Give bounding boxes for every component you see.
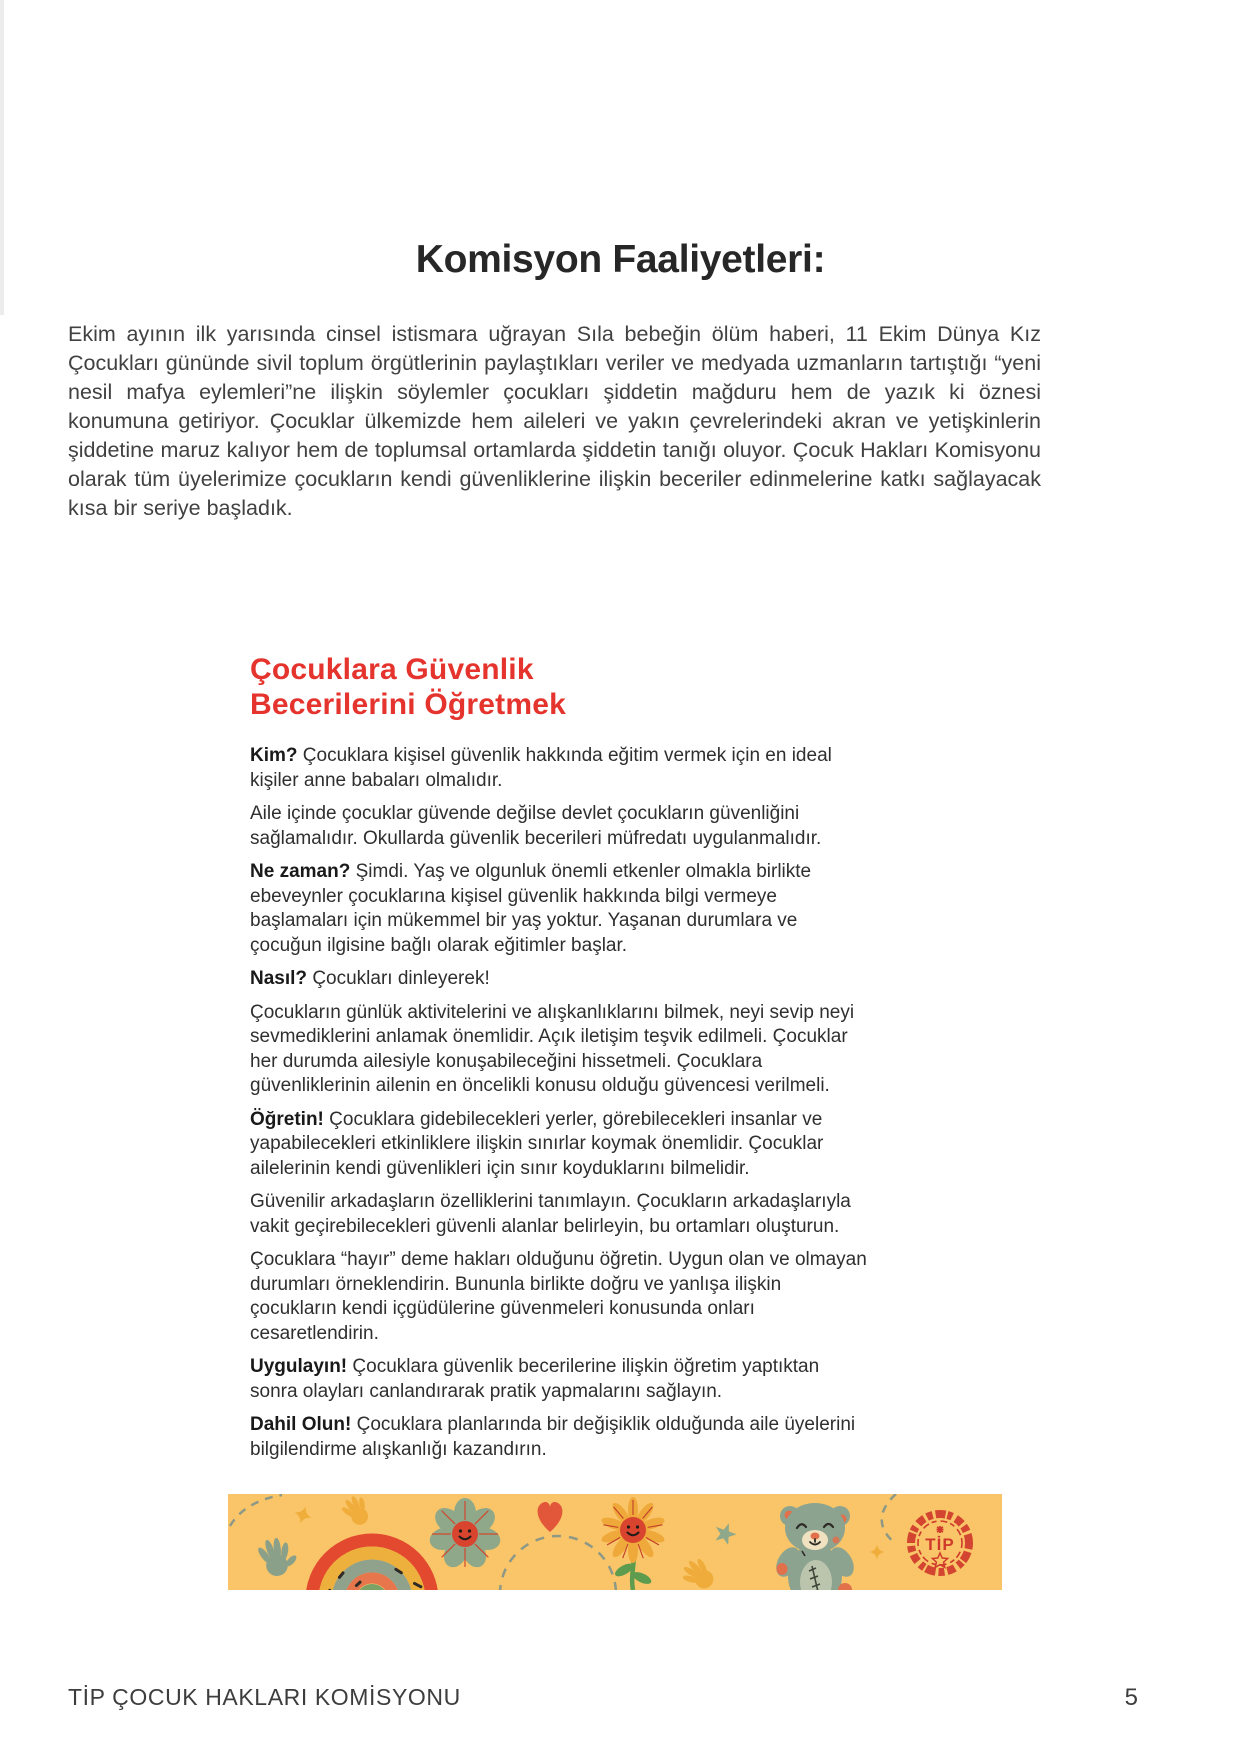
section-paragraph: Uygulayın! Çocuklara güvenlik becerilerine ilişkin öğretim yaptıktan sonra olayları canlandırarak pratik yapmalarını sağlayın. (250, 1356, 820, 1402)
page-footer (68, 1684, 1138, 1712)
tip-logo-text: TİP (925, 1535, 955, 1554)
section-paragraph: Dahil Olun! Çocuklara planlarında bir değişiklik olduğunda aile üyelerini bilgilendirme alışkanlığı kazandırın. (250, 1414, 856, 1460)
paragraph-lead: Dahil Olun! (250, 1414, 357, 1435)
footer-commission-name: TİP ÇOCUK HAKLARI KOMİSYONU (68, 1684, 461, 1710)
stamp-asterisk-icon (937, 1526, 944, 1533)
section-heading-line1: Çocuklara Güvenlik (250, 653, 534, 686)
section-paragraph: Aile içinde çocuklar güvende değilse devlet çocukların güvenliğini sağlamalıdır. Okullarda güvenlik becerileri müfredatı uygulanmalıdır. (250, 803, 822, 849)
page-title: Komisyon Faaliyetleri: (415, 238, 826, 281)
section-paragraph: Kim? Çocuklara kişisel güvenlik hakkında eğitim vermek için en ideal kişiler anne babaları olmalıdır. (250, 745, 832, 791)
intro-paragraph: Ekim ayının ilk yarısında cinsel istismara uğrayan Sıla bebeğin ölüm haberi, 11 Ekim Dünya Kız Çocukları gününde sivil toplum örgütlerinin paylaştıkları veriler ve medyada uzmanların tartıştığı “yeni nesil mafya eylemleri”ne ilişkin söylemler çocukları şiddetin mağduru hem de yazık ki öznesi konumuna getiriyor. Çocuklar ülkemizde hem aileleri ve yakın çevrelerindeki akran ve yetişkinlerin şiddetine maruz kalıyor hem de toplumsal ortamlarda şiddetin tanığı oluyor. Çocuk Hakları Komisyonu olarak tüm üyelerimize çocukların kendi güvenliklerine ilişkin beceriler edinmelerine katkı sağlayacak kısa bir seriye başladık. (68, 322, 1041, 520)
section-paragraph: Güvenilir arkadaşların özelliklerini tanımlayın. Çocukların arkadaşlarıyla vakit geçirebilecekleri güvenli alanlar belirleyin, bu ortamları oluşturun. (250, 1191, 851, 1237)
decorative-banner (228, 1494, 1002, 1590)
paragraph-lead: Kim? (250, 745, 303, 766)
section-heading (250, 652, 867, 722)
section-paragraph: Nasıl? Çocukları dinleyerek! (250, 968, 490, 989)
section-paragraph: Öğretin! Çocuklara gidebilecekleri yerler, görebilecekleri insanlar ve yapabilecekleri etkinliklere ilişkin sınırlar koymak önemlidir. Çocuklar ailelerinin kendi güvenlikleri için sınır koyduklarını bilmelidir. (250, 1108, 824, 1179)
section-paragraph: Çocukların günlük aktivitelerini ve alışkanlıklarını bilmek, neyi sevip neyi sevmediklerini anlamak önemlidir. Açık iletişim teşvik edilmeli. Çocuklar her durumda ailesiyle konuşabileceğini hissetmeli. Çocuklara güvenliklerinin ailenin en öncelikli konusu olduğu güvencesi verilmeli. (250, 1001, 855, 1096)
section-paragraphs (250, 744, 867, 1462)
page-number: 5 (1124, 1684, 1138, 1711)
paragraph-lead: Uygulayın! (250, 1356, 353, 1377)
section-heading-line2: Becerilerini Öğretmek (250, 688, 567, 721)
section-paragraph: Çocuklara “hayır” deme hakları olduğunu öğretin. Uygun olan ve olmayan durumları örneklendirin. Bununla birlikte doğru ve yanlışa ilişkin çocukların kendi içgüdülerine güvenmeleri konusunda onları cesaretlendirin. (250, 1249, 867, 1344)
banner-illustration (228, 1494, 1002, 1590)
paragraph-lead: Öğretin! (250, 1108, 330, 1130)
paragraph-lead: Nasıl? (250, 968, 313, 989)
paragraph-lead: Ne zaman? (250, 861, 356, 882)
section-paragraph: Ne zaman? Şimdi. Yaş ve olgunluk önemli etkenler olmakla birlikte ebeveynler çocuklarına kişisel güvenlik hakkında bilgi vermeye başlamaları için mükemmel bir yaş yoktur. Yaşanan durumlara ve çocuğun ilgisine bağlı olarak eğitimler başlar. (250, 861, 812, 956)
section-teaching-safety (250, 652, 867, 1471)
